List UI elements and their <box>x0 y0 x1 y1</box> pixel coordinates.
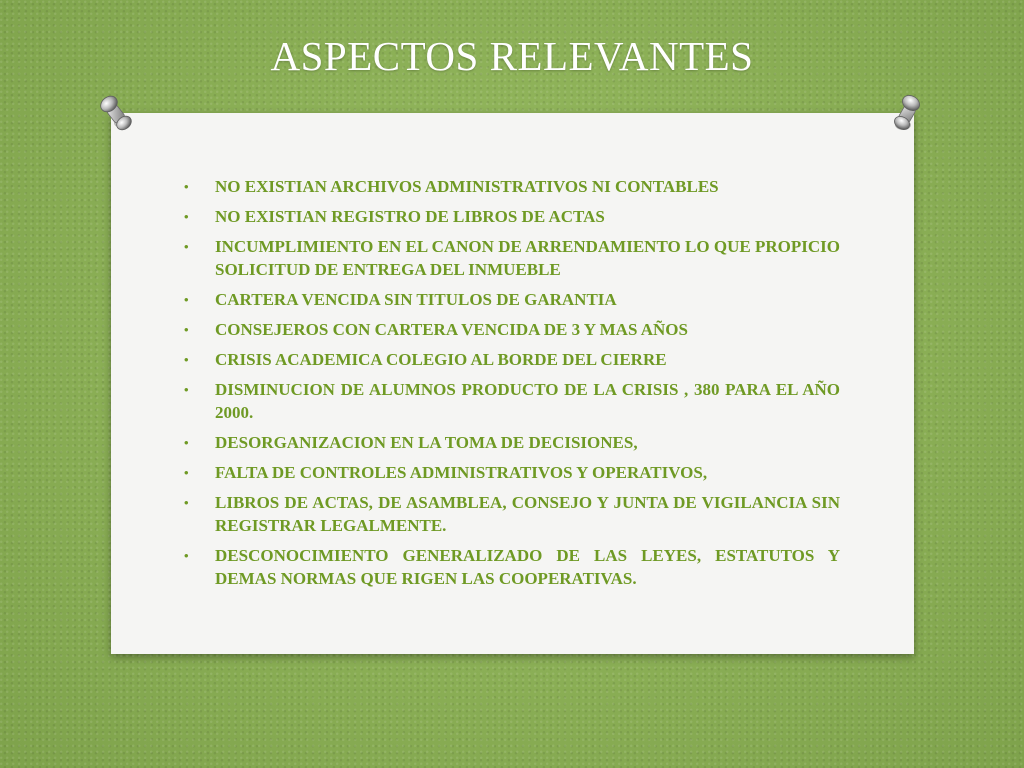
bullet-icon: • <box>184 209 189 224</box>
list-item-text: DISMINUCION DE ALUMNOS PRODUCTO DE LA CRISIS , 380 PARA EL AÑO 2000. <box>215 380 840 422</box>
bullet-icon: • <box>184 495 189 510</box>
pushpin-icon <box>885 93 927 135</box>
bullet-list <box>183 175 840 597</box>
bullet-icon: • <box>184 352 189 367</box>
list-item <box>183 431 840 454</box>
list-item <box>183 205 840 228</box>
list-item <box>183 544 840 590</box>
list-item <box>183 348 840 371</box>
list-item-text: INCUMPLIMIENTO EN EL CANON DE ARRENDAMIENTO LO QUE PROPICIO SOLICITUD DE ENTREGA DEL INMUEBLE <box>215 237 840 279</box>
list-item <box>183 378 840 424</box>
bullet-icon: • <box>184 179 189 194</box>
bullet-icon: • <box>184 292 189 307</box>
list-item-text: CARTERA VENCIDA SIN TITULOS DE GARANTIA <box>215 290 617 309</box>
list-item-text: CRISIS ACADEMICA COLEGIO AL BORDE DEL CIERRE <box>215 350 667 369</box>
bullet-icon: • <box>184 548 189 563</box>
bullet-icon: • <box>184 382 189 397</box>
slide-title: ASPECTOS RELEVANTES <box>270 33 754 79</box>
list-item <box>183 235 840 281</box>
pushpin-icon <box>96 93 138 135</box>
list-item <box>183 318 840 341</box>
list-item-text: LIBROS DE ACTAS, DE ASAMBLEA, CONSEJO Y JUNTA DE VIGILANCIA SIN REGISTRAR LEGALMENTE. <box>215 493 840 535</box>
list-item-text: NO EXISTIAN REGISTRO DE LIBROS DE ACTAS <box>215 207 605 226</box>
bullet-icon: • <box>184 465 189 480</box>
bullet-icon: • <box>184 322 189 337</box>
list-item-text: FALTA DE CONTROLES ADMINISTRATIVOS Y OPERATIVOS, <box>215 463 708 482</box>
list-item <box>183 288 840 311</box>
list-item <box>183 175 840 198</box>
content-card <box>111 113 914 654</box>
list-item-text: NO EXISTIAN ARCHIVOS ADMINISTRATIVOS NI CONTABLES <box>215 177 719 196</box>
bullet-icon: • <box>184 239 189 254</box>
list-item-text: DESCONOCIMIENTO GENERALIZADO DE LAS LEYES, ESTATUTOS Y DEMAS NORMAS QUE RIGEN LAS COOPERATIVAS. <box>215 546 840 588</box>
list-item-text: CONSEJEROS CON CARTERA VENCIDA DE 3 Y MAS AÑOS <box>215 320 688 339</box>
list-item <box>183 491 840 537</box>
list-item-text: DESORGANIZACION EN LA TOMA DE DECISIONES, <box>215 433 638 452</box>
list-item <box>183 461 840 484</box>
bullet-icon: • <box>184 435 189 450</box>
